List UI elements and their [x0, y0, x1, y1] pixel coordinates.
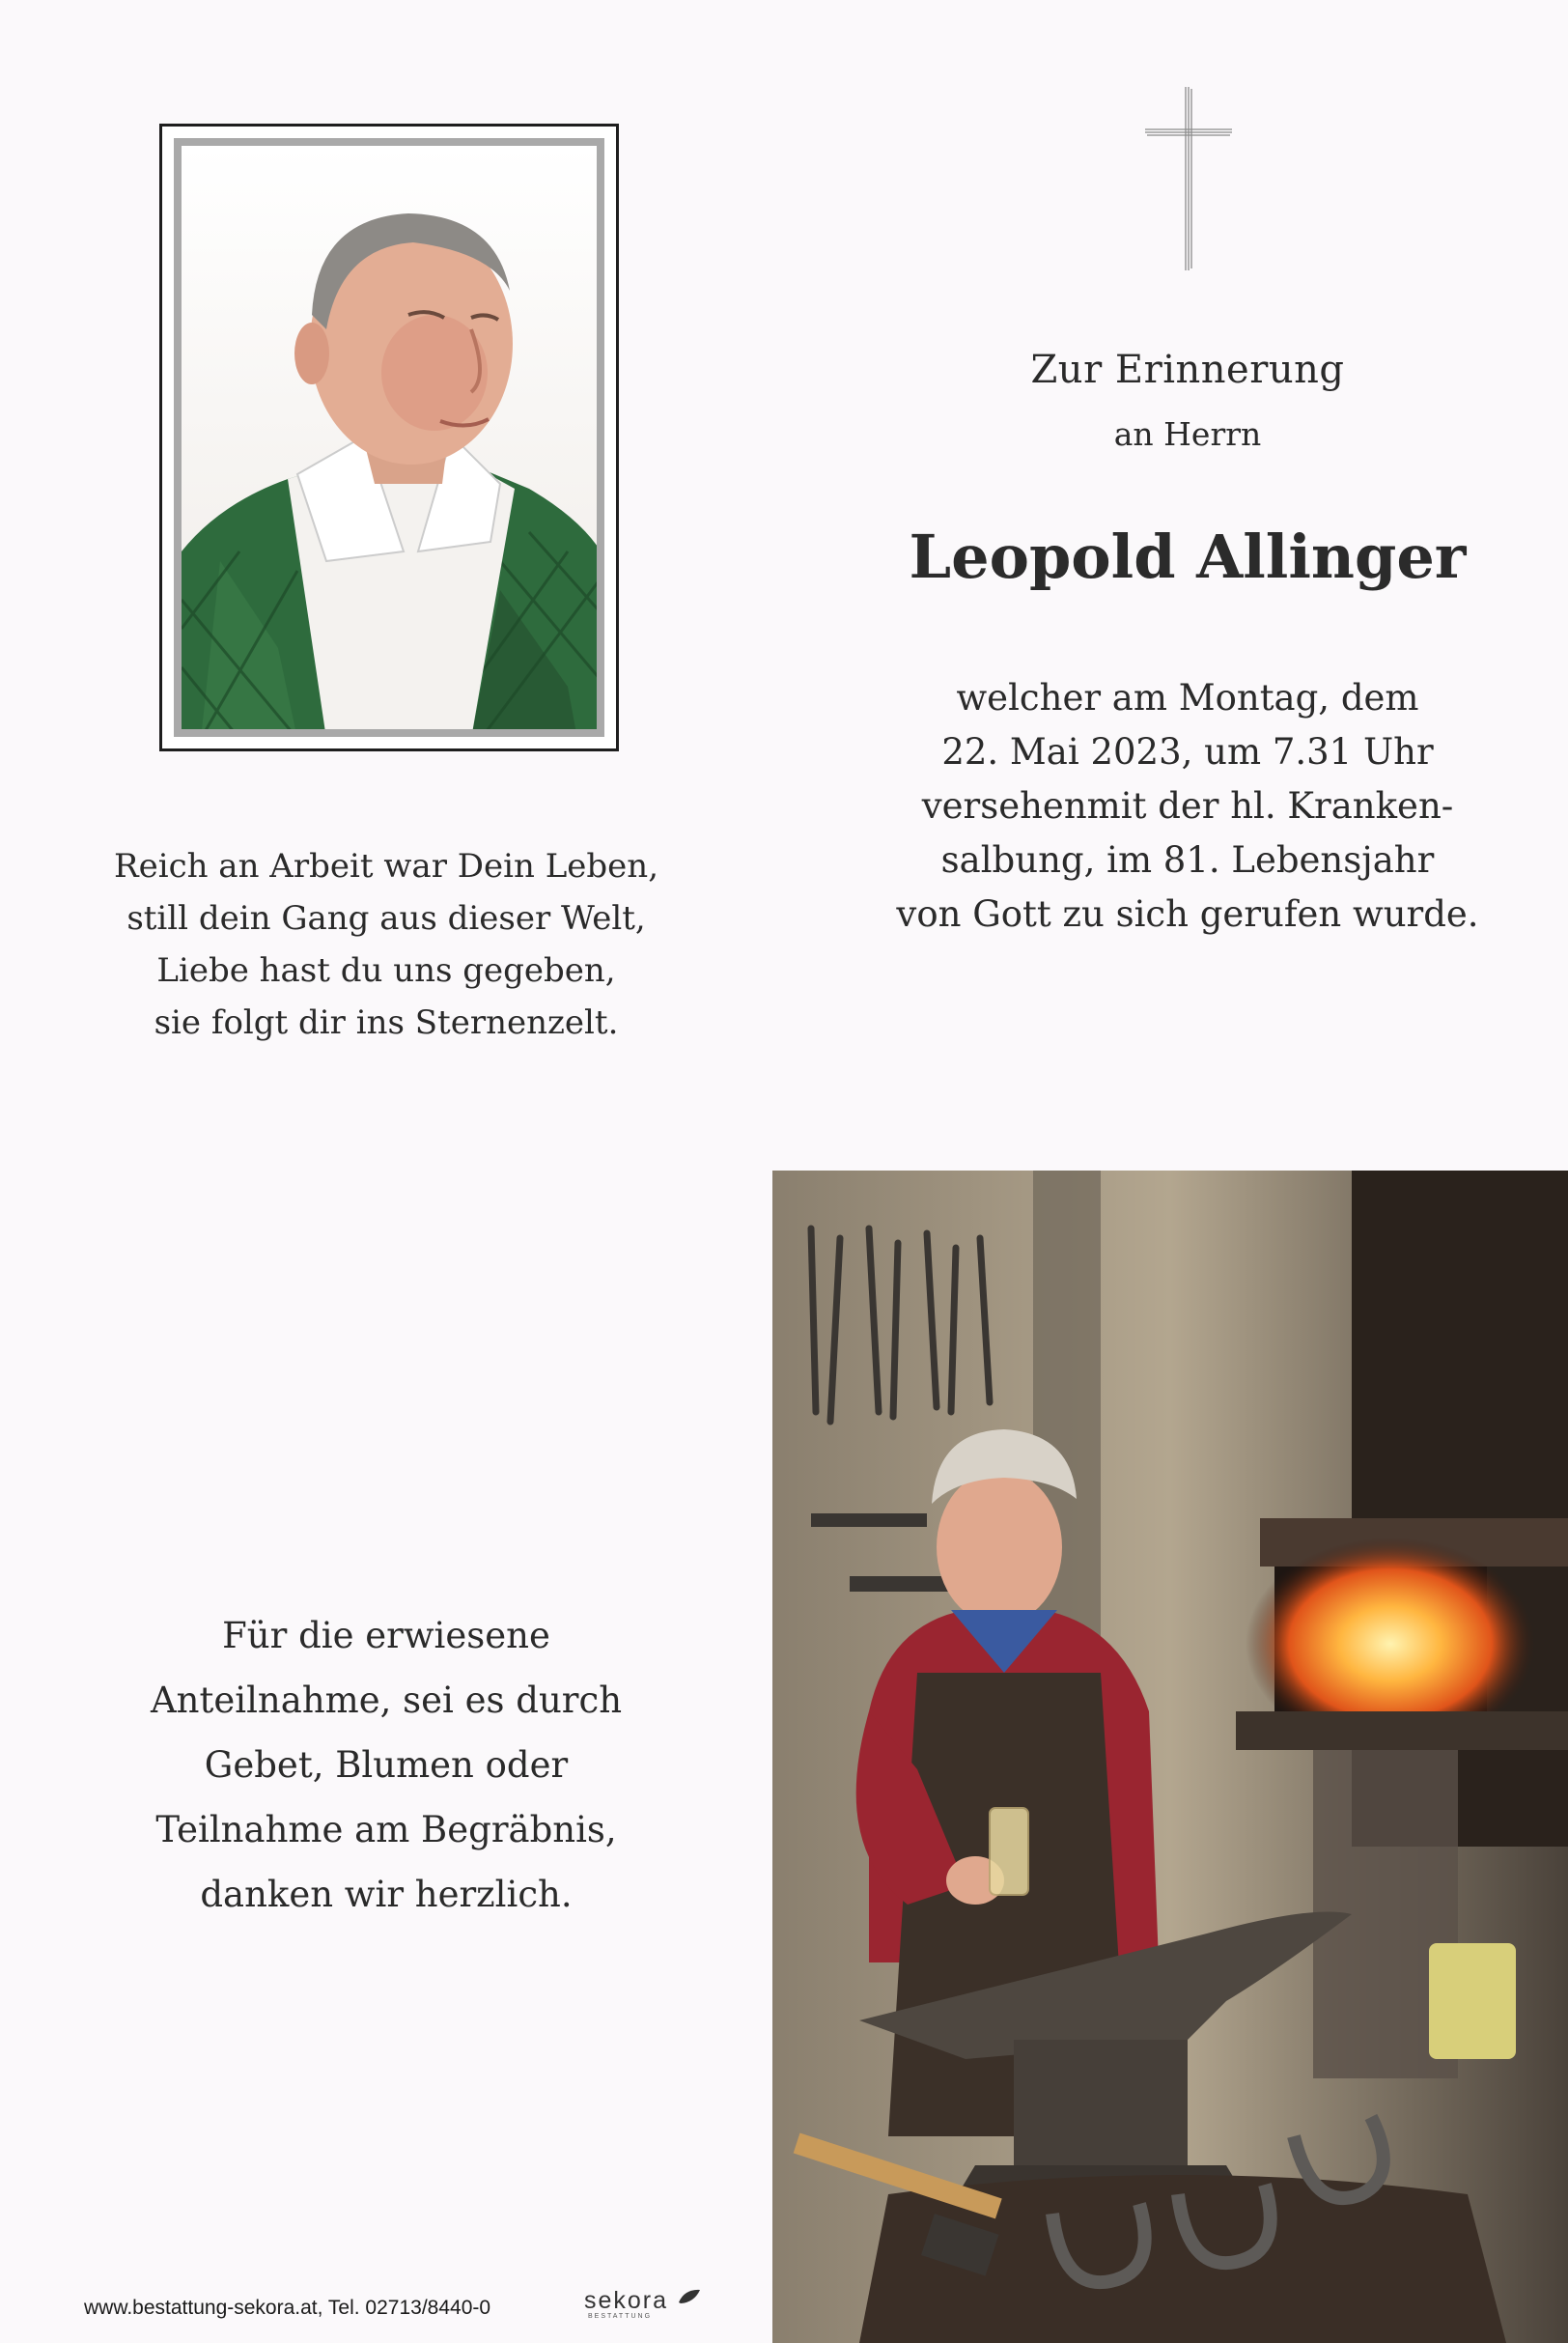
poem-line: Reich an Arbeit war Dein Leben, — [113, 847, 659, 886]
deceased-name: Leopold Allinger — [909, 522, 1467, 592]
workshop-illustration — [772, 1171, 1568, 2343]
poem-line: still dein Gang aus dieser Welt, — [126, 899, 646, 938]
footer-contact: www.bestattung-sekora.at, Tel. 02713/8440-0 — [84, 2297, 491, 2319]
thanks-text — [116, 1603, 657, 1927]
announcement-line: welcher am Montag, dem — [956, 677, 1419, 719]
leaf-icon — [677, 2287, 702, 2306]
logo-word: sekora — [584, 2287, 669, 2314]
blacksmith-workshop-photo — [772, 1171, 1568, 2343]
announcement-line: salbung, im 81. Lebensjahr — [940, 839, 1435, 881]
death-announcement — [850, 671, 1526, 942]
portrait-illustration — [182, 146, 597, 729]
announcement-line: versehenmit der hl. Kranken- — [921, 785, 1454, 827]
company-logo — [584, 2287, 702, 2320]
subtitle-line-1: Zur Erinnerung — [1030, 348, 1345, 392]
thanks-line: danken wir herzlich. — [200, 1874, 573, 1915]
thanks-line: Für die erwiesene — [222, 1615, 550, 1656]
portrait-mat — [174, 138, 604, 737]
thanks-line: Teilnahme am Begräbnis, — [155, 1809, 617, 1850]
logo-subtitle: BESTATTUNG — [588, 2313, 653, 2320]
portrait-photo — [182, 146, 597, 729]
announcement-line: von Gott zu sich gerufen wurde. — [896, 893, 1479, 935]
thanks-line: Anteilnahme, sei es durch — [150, 1680, 623, 1721]
cross-icon — [1139, 85, 1236, 273]
poem-line: Liebe hast du uns gegeben, — [156, 951, 616, 990]
subtitle-line-2: an Herrn — [1113, 415, 1262, 453]
announcement-line: 22. Mai 2023, um 7.31 Uhr — [941, 731, 1434, 773]
poem-line: sie folgt dir ins Sternenzelt. — [154, 1003, 619, 1042]
memorial-poem — [92, 840, 681, 1049]
thanks-line: Gebet, Blumen oder — [204, 1744, 569, 1786]
portrait-frame — [159, 124, 619, 751]
